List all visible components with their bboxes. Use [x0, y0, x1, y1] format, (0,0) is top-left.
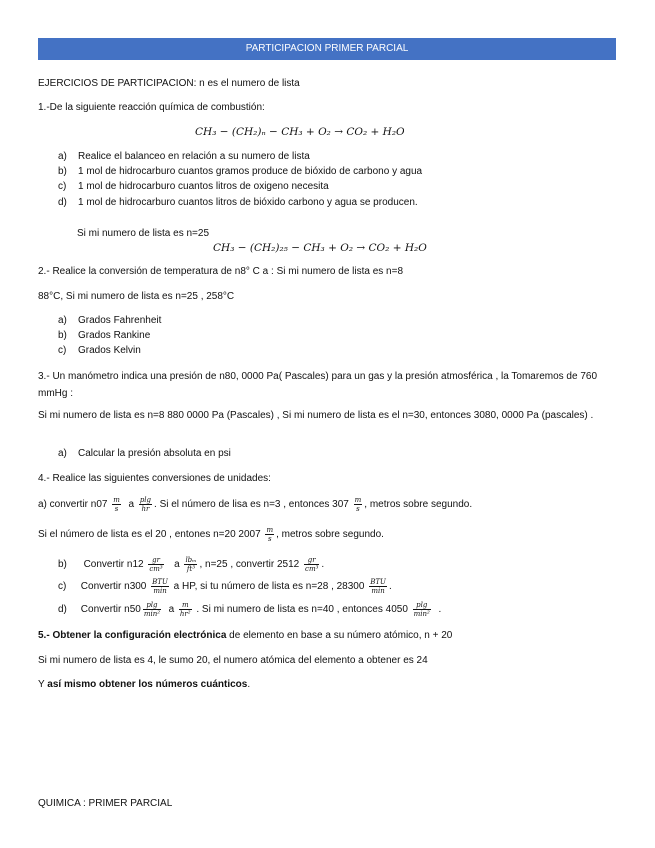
list-item-text: Realice el balanceo en relación a su numero de lista [78, 151, 310, 162]
q4-d-prefix: Convertir n50 [80, 604, 141, 616]
list-marker: b) [58, 559, 67, 571]
q4-b-mid: , n=25 , convertir 2512 [199, 559, 300, 571]
q1-item-b [58, 166, 422, 177]
q5-final [38, 679, 250, 690]
list-marker: b) [58, 166, 67, 177]
q4-a-end: , metros sobre segundo. [364, 499, 473, 511]
q1-equation-25: CH₃ − (CH₂)₂₅ − CH₃ + O₂ → CO₂ + H₂O [213, 242, 427, 254]
q4-a-to: a [128, 499, 135, 511]
fraction-m-over-s: $\frac{m}{s}$ [354, 496, 362, 513]
q2-example: 88°C, Si mi numero de lista es n=25 , 258°C [38, 291, 235, 302]
page-banner-title: PARTICIPACION PRIMER PARCIAL [38, 38, 616, 60]
page-footer: QUIMICA : PRIMER PARCIAL [38, 798, 173, 809]
fraction-plg-over-hr: $\frac{plg}{hr}$ [139, 496, 152, 513]
q2-item-c [58, 345, 141, 356]
q4-item-d [58, 601, 441, 618]
q4-c-mid: a HP, si tu número de lista es n=28 , 28300 [173, 581, 365, 593]
q2-heading: 2.- Realice la conversión de temperatura de n8° C a : Si mi numero de lista es n=8 [38, 266, 404, 277]
q5-heading-prefix: 5.- [38, 630, 53, 641]
fraction-plg-over-min2: $\frac{plg}{\text{min²}}$ [413, 601, 430, 618]
q4-line2-end: , metros sobre segundo. [276, 529, 384, 541]
fraction-gr-over-cm3: $\frac{gr}{\text{cm³}}$ [305, 556, 319, 573]
q4-item-c [58, 578, 392, 595]
q1-item-c [58, 181, 329, 192]
q5-heading-bold: Obtener la configuración electrónica [52, 630, 227, 641]
fraction-gr-over-cm3: $\frac{gr}{\text{cm³}}$ [149, 556, 163, 573]
fraction-m-over-s: $\frac{m}{s}$ [266, 526, 274, 543]
fraction-plg-over-min2: $\frac{plg}{\text{min²}}$ [143, 601, 161, 618]
q1-item-d [58, 197, 418, 208]
q4-d-end: . [438, 604, 442, 616]
list-marker: d) [58, 197, 67, 208]
q4-c-prefix: Convertir n300 [80, 581, 147, 593]
q1-equation-n: CH₃ − (CH₂)ₙ − CH₃ + O₂ → CO₂ + H₂O [195, 126, 405, 138]
list-item-text: Calcular la presión absoluta en psi [78, 448, 231, 459]
intro-line: EJERCICIOS DE PARTICIPACION: n es el numero de lista [38, 78, 300, 89]
q5-final-prefix: Y [38, 679, 48, 690]
q5-final-bold: así mismo obtener los números cuánticos [47, 679, 248, 690]
list-item-text: 1 mol de hidrocarburo cuantos litros de bióxido carbono y agua se producen. [78, 197, 418, 208]
q2-item-a [58, 315, 161, 326]
q4-b-prefix: Convertir n12 [83, 559, 144, 571]
q4-line2-prefix: Si el número de lista es el 20 , entones n=20 2007 [38, 529, 261, 541]
list-marker: a) [58, 315, 67, 326]
q5-heading-rest: de elemento en base a su número atómico, n + 20 [226, 630, 453, 641]
q4-a-prefix: a) convertir n07 [38, 499, 108, 511]
q4-item-b [58, 556, 324, 573]
list-marker: c) [58, 181, 67, 192]
q3-item-a [58, 448, 231, 459]
q4-d-mid: . Si mi numero de lista es n=40 , entonces 4050 [196, 604, 408, 616]
list-item-text: Grados Fahrenheit [78, 315, 162, 326]
q4-b-end: . [321, 559, 325, 571]
q5-heading [38, 630, 452, 641]
q5-example: Si mi numero de lista es 4, le sumo 20, el numero atómica del elemento a obtener es 24 [38, 655, 428, 666]
list-marker: a) [58, 448, 67, 459]
q4-d-to: a [168, 604, 175, 616]
fraction-m-over-hr2: $\frac{m}{\text{hr²}}$ [179, 601, 191, 618]
list-item-text: Grados Rankine [78, 330, 151, 341]
fraction-m-over-s: $\frac{m}{s}$ [113, 496, 120, 513]
q3-example: Si mi numero de lista es n=8 880 0000 Pa (Pascales) , Si mi numero de lista es el n=30, entonces 3080, 0000 Pa (pascales) . [38, 410, 594, 421]
q1-heading: 1.-De la siguiente reacción química de combustión: [38, 102, 265, 113]
q4-line-2 [38, 526, 384, 543]
list-marker: c) [58, 345, 67, 356]
q4-line-a [38, 496, 472, 513]
q4-a-mid: . Si el número de lisa es n=3 , entonces 307 [154, 499, 349, 511]
list-item-text: 1 mol de hidrocarburo cuantos gramos produce de bióxido de carbono y agua [78, 166, 423, 177]
list-marker: d) [58, 604, 67, 616]
list-item-text: 1 mol de hidrocarburo cuantos litros de oxigeno necesita [78, 181, 329, 192]
fraction-btu-over-min: $\frac{\text{BTU}}{\min}$ [370, 578, 386, 595]
q4-c-end: . [388, 581, 392, 593]
q2-item-b [58, 330, 150, 341]
q4-heading: 4.- Realice las siguientes conversiones de unidades: [38, 473, 271, 484]
list-marker: b) [58, 330, 67, 341]
list-item-text: Grados Kelvin [78, 345, 141, 356]
q3-paragraph: 3.- Un manómetro indica una presión de n80, 0000 Pa( Pascales) para un gas y la presión atmosférica , la Tomaremos de 760 mmHg : [38, 371, 598, 399]
q1-item-a [58, 151, 310, 162]
q1-example-line: Si mi numero de lista es n=25 [77, 228, 210, 239]
list-marker: c) [58, 581, 67, 593]
q5-final-end: . [247, 679, 251, 690]
list-marker: a) [58, 151, 67, 162]
fraction-btu-over-min: $\frac{\text{BTU}}{\min}$ [152, 578, 168, 595]
q4-b-to: a [174, 559, 180, 571]
fraction-lbm-over-ft3: $\frac{\text{lbₘ}}{\text{ft³}}$ [185, 556, 197, 573]
